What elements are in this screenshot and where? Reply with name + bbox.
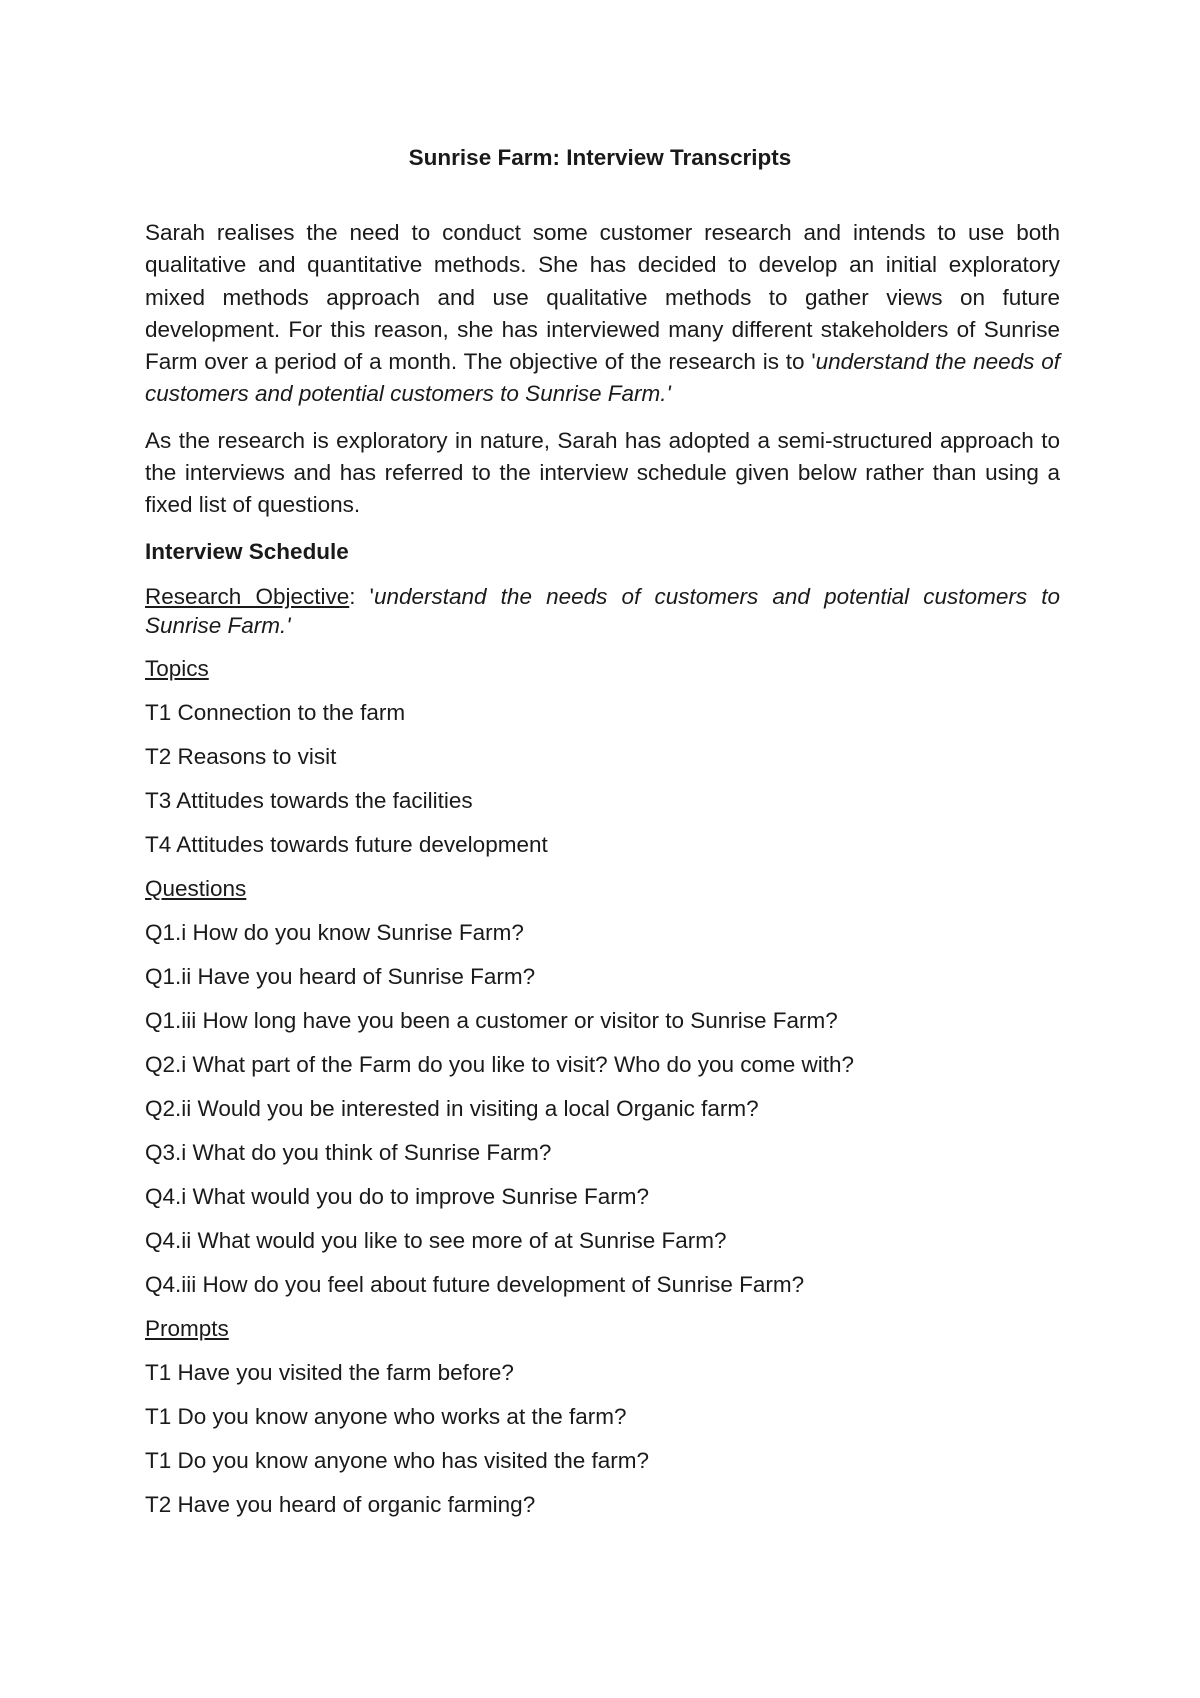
intro-paragraph-2: As the research is exploratory in nature, Sarah has adopted a semi-structured approach to the interviews and has referred to the interview schedule given below rather than using a fixed list of questions. bbox=[145, 427, 1060, 518]
intro-paragraph-1-text: Sarah realises the need to conduct some customer research and intends to use both qualitative and quantitative methods. She has decided to develop an initial exploratory mixed methods approach and use qualitative methods to gather views on future development. For this reason, she has interviewed many different stakeholders of Sunrise Farm over a period of a month. The objective of the research is to ' bbox=[145, 220, 1060, 375]
research-objective-label: Research Objective bbox=[145, 583, 350, 609]
intro-paragraph-1-italic: understand the needs of customers and potential customers to Sunrise Farm.' bbox=[145, 349, 1060, 407]
research-objective-separator: : ' bbox=[349, 583, 374, 609]
intro-paragraph-1 bbox=[145, 217, 1060, 411]
prompt-item: T1 Do you know anyone who has visited the farm? bbox=[145, 1447, 650, 1473]
research-objective bbox=[145, 582, 1060, 640]
question-item: Q4.iii How do you feel about future development of Sunrise Farm? bbox=[145, 1271, 805, 1297]
topic-item: T3 Attitudes towards the facilities bbox=[145, 787, 473, 813]
question-item: Q1.ii Have you heard of Sunrise Farm? bbox=[145, 963, 536, 989]
question-item: Q1.i How do you know Sunrise Farm? bbox=[145, 919, 524, 945]
document-title: Sunrise Farm: Interview Transcripts bbox=[408, 145, 792, 170]
question-item: Q2.i What part of the Farm do you like to visit? Who do you come with? bbox=[145, 1051, 855, 1077]
schedule-heading: Interview Schedule bbox=[145, 538, 349, 564]
prompts-heading: Prompts bbox=[145, 1315, 229, 1341]
topics-heading: Topics bbox=[145, 655, 209, 681]
questions-heading: Questions bbox=[145, 875, 247, 901]
question-item: Q4.i What would you do to improve Sunrise Farm? bbox=[145, 1183, 649, 1209]
topic-item: T4 Attitudes towards future development bbox=[145, 831, 548, 857]
prompt-item: T2 Have you heard of organic farming? bbox=[145, 1491, 536, 1517]
topic-item: T2 Reasons to visit bbox=[145, 743, 337, 769]
prompt-item: T1 Have you visited the farm before? bbox=[145, 1359, 514, 1385]
question-item: Q4.ii What would you like to see more of at Sunrise Farm? bbox=[145, 1227, 727, 1253]
question-item: Q2.ii Would you be interested in visiting a local Organic farm? bbox=[145, 1095, 759, 1121]
question-item: Q3.i What do you think of Sunrise Farm? bbox=[145, 1139, 552, 1165]
research-objective-text: understand the needs of customers and potential customers to Sunrise Farm.' bbox=[145, 583, 1060, 638]
prompt-item: T1 Do you know anyone who works at the farm? bbox=[145, 1403, 627, 1429]
question-item: Q1.iii How long have you been a customer or visitor to Sunrise Farm? bbox=[145, 1007, 838, 1033]
topic-item: T1 Connection to the farm bbox=[145, 699, 406, 725]
document-body bbox=[145, 217, 1060, 1534]
